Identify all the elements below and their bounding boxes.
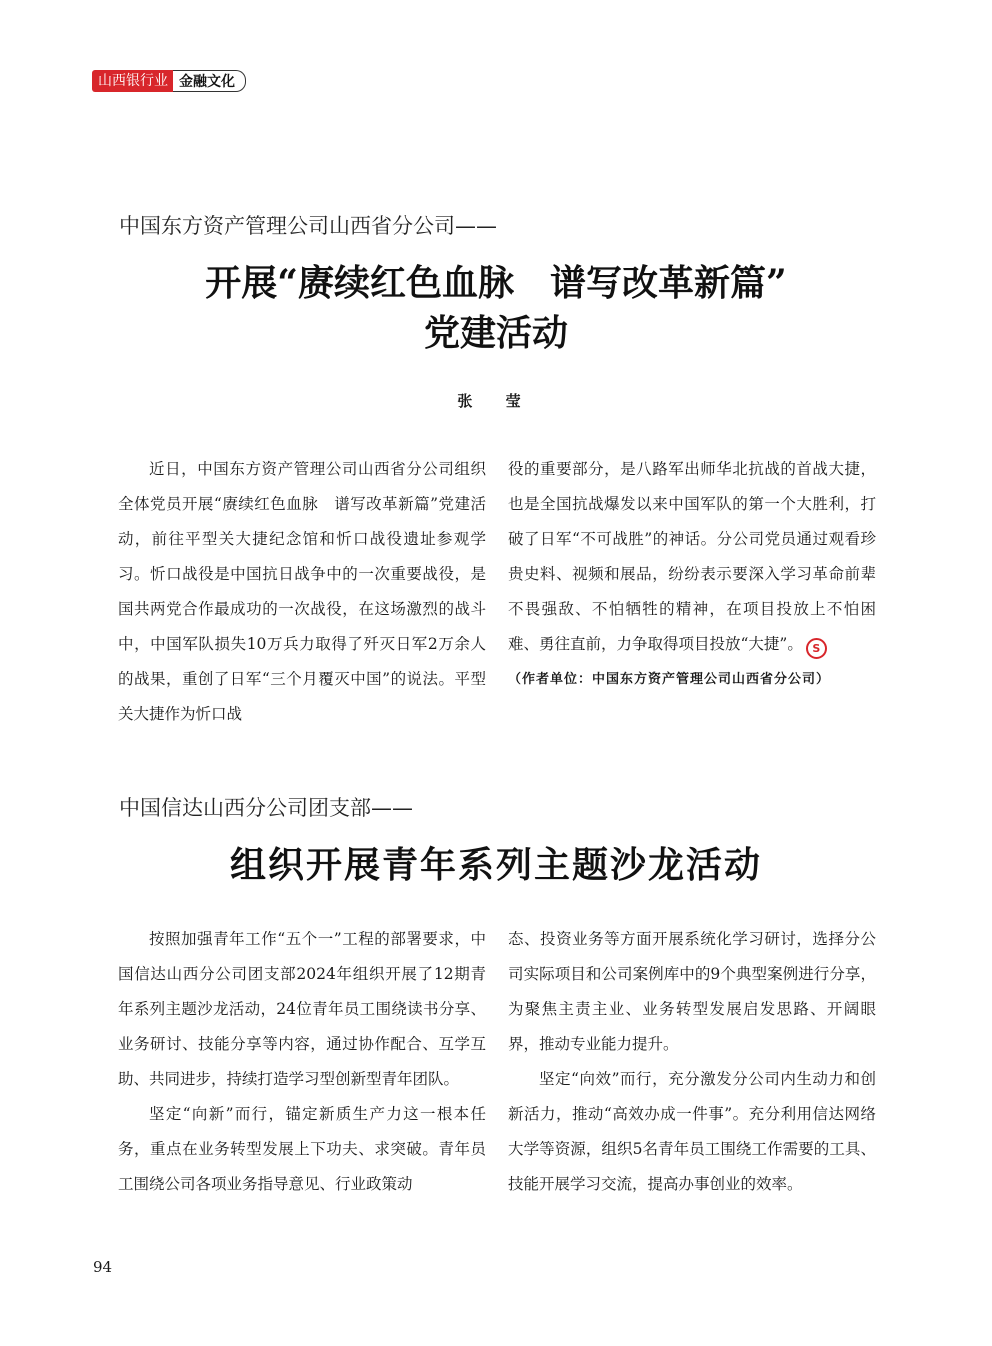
article2-right-column [508,922,876,1202]
article2-paragraph: 按照加强青年工作“五个一”工程的部署要求，中国信达山西分公司团支部2024年组织开展了12期青年系列主题沙龙活动，24位青年员工围绕读书分享、业务研讨、技能分享等内容，通过协作配合、互学互助、共同进步，持续打造学习型创新型青年团队。 [118,930,486,1088]
article2-kicker: 中国信达山西分公司团支部—— [119,796,413,820]
article2-paragraph: 坚定“向新”而行，锚定新质生产力这一根本任务，重点在业务转型发展上下功夫、求突破。青年员工围绕公司各项业务指导意见、行业政策动 [118,1105,486,1193]
article2-paragraph: 坚定“向效”而行，充分激发分公司内生动力和创新活力，推动“高效办成一件事”。充分利用信达网络大学等资源，组织5名青年员工围绕工作需要的工具、技能开展学习交流，提高办事创业的效率。 [508,1070,876,1193]
article1-kicker: 中国东方资产管理公司山西省分公司—— [119,214,497,238]
article1-right-column [508,452,876,697]
article2-paragraph: 态、投资业务等方面开展系统化学习研讨，选择分公司实际项目和公司案例库中的9个典型案例进行分享，为聚焦主责主业、业务转型发展启发思路、开阔眼界，推动专业能力提升。 [508,930,876,1053]
section-tag-red: 山西银行业 [92,70,174,92]
page-number: 94 [93,1258,113,1276]
end-mark-icon: S [806,638,827,659]
article1-author-unit: （作者单位：中国东方资产管理公司山西省分公司） [508,672,831,687]
article1-paragraph-text: 役的重要部分，是八路军出师华北抗战的首战大捷，也是全国抗战爆发以来中国军队的第一个大胜利，打破了日军“不可战胜”的神话。分公司党员通过观看珍贵史料、视频和展品，纷纷表示要深入学习革命前辈不畏强敌、不怕牺牲的精神，在项目投放上不怕困难、勇往直前，力争取得项目投放“大捷”。 [508,460,876,653]
article1-paragraph: 近日，中国东方资产管理公司山西省分公司组织全体党员开展“赓续红色血脉 谱写改革新篇”党建活动，前往平型关大捷纪念馆和忻口战役遗址参观学习。忻口战役是中国抗日战争中的一次重要战役，是国共两党合作最成功的一次战役，在这场激烈的战斗中，中国军队损失10万兵力取得了歼灭日军2万余人的战果，重创了日军“三个月覆灭中国”的说法。平型关大捷作为忻口战 [118,460,486,723]
article1-author: 张 莹 [457,392,535,410]
article1-left-column [118,452,486,732]
article2-title: 组织开展青年系列主题沙龙活动 [229,844,762,886]
section-tag-white: 金融文化 [173,70,246,92]
article1-title-line1: 开展“赓续红色血脉 谱写改革新篇” [205,262,787,304]
section-tag [92,70,246,92]
article1-title-line2: 党建活动 [423,312,568,354]
article1-title [0,258,992,358]
article1-paragraph-continued [508,452,876,662]
article2-left-column [118,922,486,1202]
